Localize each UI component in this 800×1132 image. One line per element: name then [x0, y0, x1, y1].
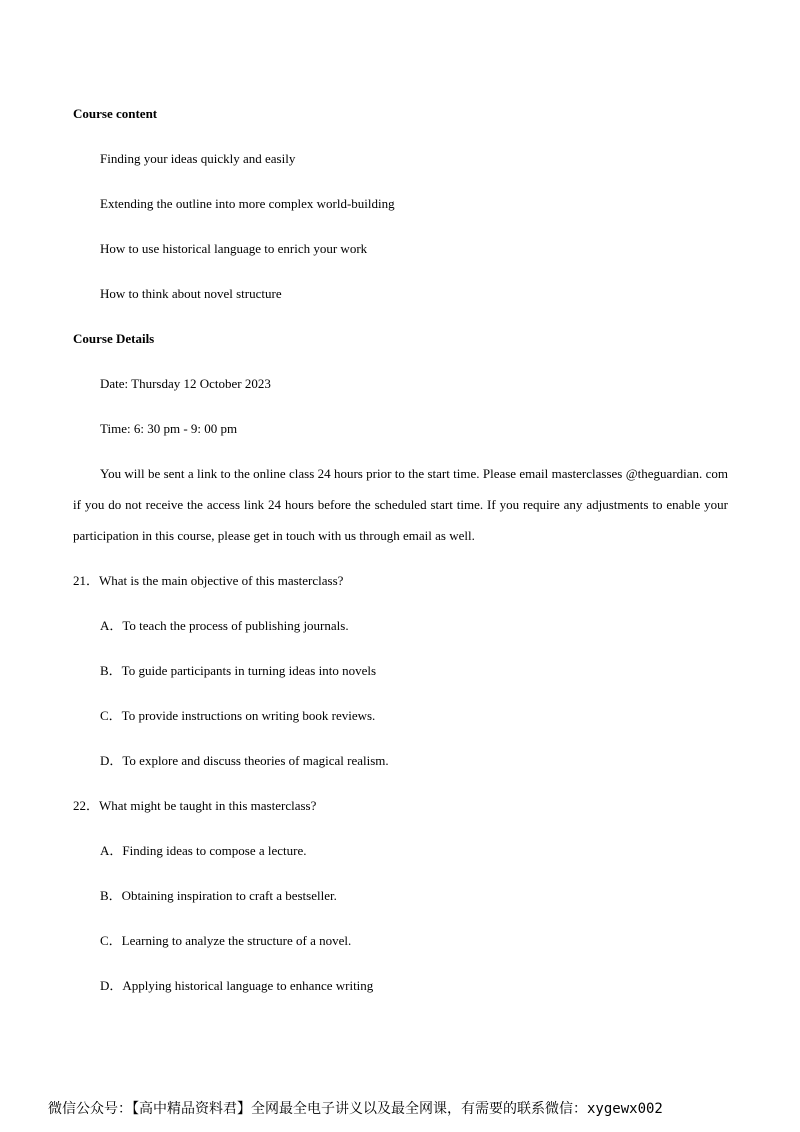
course-details-heading: Course Details [73, 331, 155, 346]
option-letter: B． [100, 888, 122, 903]
question-21 [73, 573, 343, 589]
option-letter: A． [100, 843, 123, 858]
course-content-item: How to think about novel structure [100, 286, 282, 301]
option-text: To provide instructions on writing book reviews. [121, 708, 376, 723]
option-letter: A． [100, 618, 123, 633]
question-21-option-b [100, 663, 376, 679]
question-22-option-d [100, 978, 373, 994]
course-content-heading: Course content [73, 106, 158, 121]
option-letter: D． [100, 753, 123, 768]
question-21-option-a [100, 618, 349, 634]
footer-text: 微信公众号：【高中精品资料君】全网最全电子讲义以及最全网课，有需要的联系微信： [48, 1101, 587, 1117]
option-letter: C． [100, 933, 122, 948]
option-text: Learning to analyze the structure of a novel. [121, 933, 352, 948]
option-letter: B． [100, 663, 122, 678]
course-content-item: Finding your ideas quickly and easily [100, 151, 296, 166]
option-text: Obtaining inspiration to craft a bestseller. [121, 888, 337, 903]
question-22-option-b [100, 888, 337, 904]
option-letter: D． [100, 978, 123, 993]
question-22-option-c [100, 933, 351, 949]
footer-wechat-id: xygewx002 [587, 1101, 663, 1117]
option-text: To teach the process of publishing journals. [122, 618, 349, 633]
course-content-item: Extending the outline into more complex world-building [100, 196, 395, 211]
option-letter: C． [100, 708, 122, 723]
question-text: What might be taught in this masterclass? [99, 798, 317, 813]
option-text: Finding ideas to compose a lecture. [122, 843, 307, 858]
question-22 [73, 798, 316, 814]
question-number: 21． [73, 573, 100, 588]
option-text: Applying historical language to enhance writing [122, 978, 374, 993]
option-text: To guide participants in turning ideas into novels [121, 663, 377, 678]
footer-watermark [48, 1100, 663, 1118]
question-number: 22． [73, 798, 100, 813]
option-text: To explore and discuss theories of magical realism. [122, 753, 389, 768]
course-details-paragraph: You will be sent a link to the online class 24 hours prior to the start time. Please email masterclasses @theguardian. com if you do not receive the access link 24 hours before the scheduled start time. If you require any adjustments to enable your participation in this course, please get in touch with us through email as well. [73, 466, 728, 543]
course-content-item: How to use historical language to enrich your work [100, 241, 368, 256]
course-time: Time: 6: 30 pm - 9: 00 pm [100, 421, 238, 436]
course-date: Date: Thursday 12 October 2023 [100, 376, 271, 391]
question-21-option-d [100, 753, 389, 769]
question-22-option-a [100, 843, 307, 859]
question-21-option-c [100, 708, 375, 724]
question-text: What is the main objective of this masterclass? [99, 573, 344, 588]
